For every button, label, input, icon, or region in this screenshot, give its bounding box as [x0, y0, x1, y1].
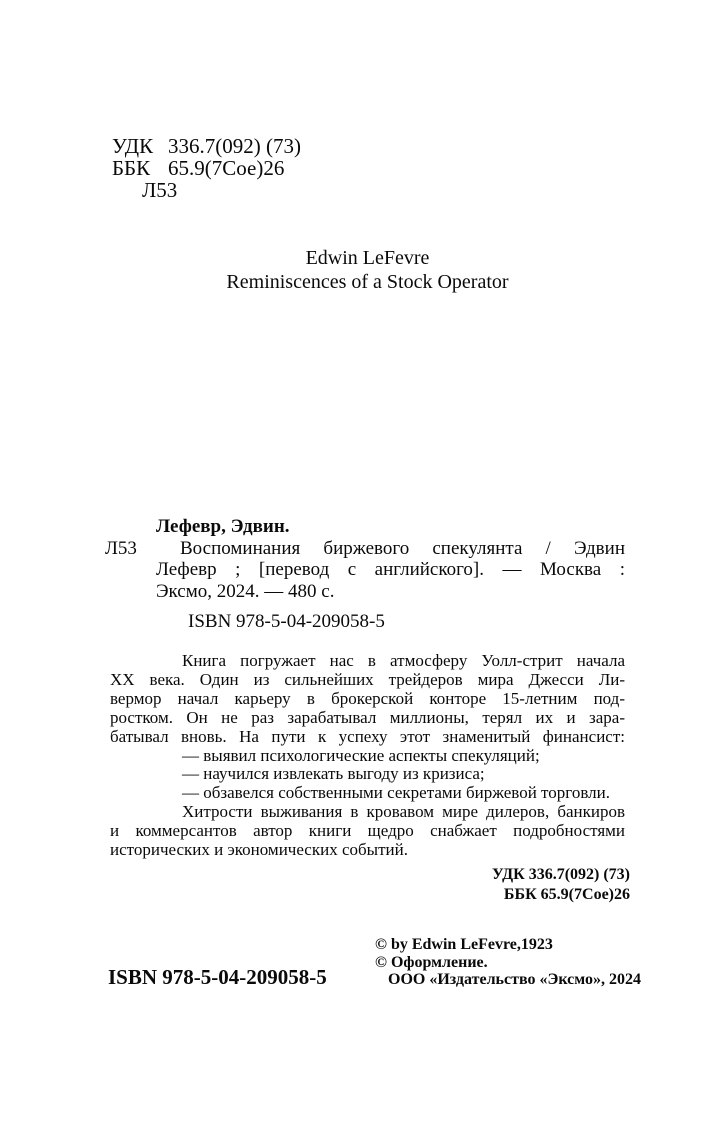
udk-row — [112, 135, 301, 157]
catalog-entry-line: Воспоминания биржевого спекулянта / Эдвин — [180, 537, 625, 559]
annotation-line: ростком. Он не раз зарабатывал миллионы, терял их и зара- — [110, 707, 625, 727]
udk-label: УДК — [112, 134, 154, 158]
catalog-card — [105, 516, 625, 633]
annotation-list-item: — обзавелся собственными секретами биржевой торговли. — [182, 783, 610, 803]
catalog-author-sign: Л53 — [105, 537, 137, 559]
classification-block-top — [112, 135, 301, 201]
copyright-design-line: © Оформление. — [375, 953, 488, 971]
original-book-title: Reminiscences of a Stock Operator — [226, 271, 509, 293]
original-author: Edwin LeFevre — [305, 247, 430, 269]
annotation-list-item: — научился извлекать выгоду из кризиса; — [182, 764, 485, 784]
udk-value: 336.7(092) (73) — [168, 134, 301, 158]
catalog-entry-line: Лефевр ; [перевод с английского]. — Москва : — [156, 559, 625, 580]
copyright-publisher-line: ООО «Издательство «Эксмо», 2024 — [388, 971, 641, 989]
annotation-line: и коммерсантов автор книги щедро снабжает подробностями — [110, 821, 625, 841]
bbk-label: ББК — [112, 156, 151, 180]
annotation-list-item: — выявил психологические аспекты спекуляций; — [182, 745, 540, 765]
catalog-entry — [105, 538, 625, 603]
annotation-block — [110, 652, 625, 860]
bbk-row — [112, 157, 301, 179]
annotation-line: ХХ века. Один из сильнейших трейдеров мира Джесси Ли- — [110, 669, 625, 689]
annotation-line: вермор начал карьеру в брокерской конторе 15-летним под- — [110, 688, 625, 708]
catalog-author-heading: Лефевр, Эдвин. — [156, 516, 290, 537]
copyright-author-line: © by Edwin LeFevre,1923 — [375, 936, 553, 953]
copyright-block — [375, 936, 641, 989]
catalog-entry-line: Эксмо, 2024. — 480 с. — [156, 580, 335, 602]
author-sign: Л53 — [142, 178, 178, 202]
classification-block-bottom — [492, 865, 630, 905]
isbn-bottom: ISBN 978-5-04-209058-5 — [108, 965, 327, 989]
udk-bottom: УДК 336.7(092) (73) — [491, 866, 630, 883]
annotation-line: исторических и экономических событий. — [110, 840, 408, 860]
annotation-line: Хитрости выживания в кровавом мире дилеров, банкиров — [182, 802, 625, 822]
annotation-line: Книга погружает нас в атмосферу Уолл-стрит начала — [182, 651, 625, 670]
catalog-isbn: ISBN 978-5-04-209058-5 — [188, 611, 385, 632]
original-title-block — [110, 246, 625, 294]
annotation-line: батывал вновь. На пути к успеху этот знаменитый финансист: — [110, 726, 625, 746]
bbk-bottom: ББК 65.9(7Сое)26 — [503, 886, 630, 903]
bbk-value: 65.9(7Сое)26 — [168, 156, 285, 180]
